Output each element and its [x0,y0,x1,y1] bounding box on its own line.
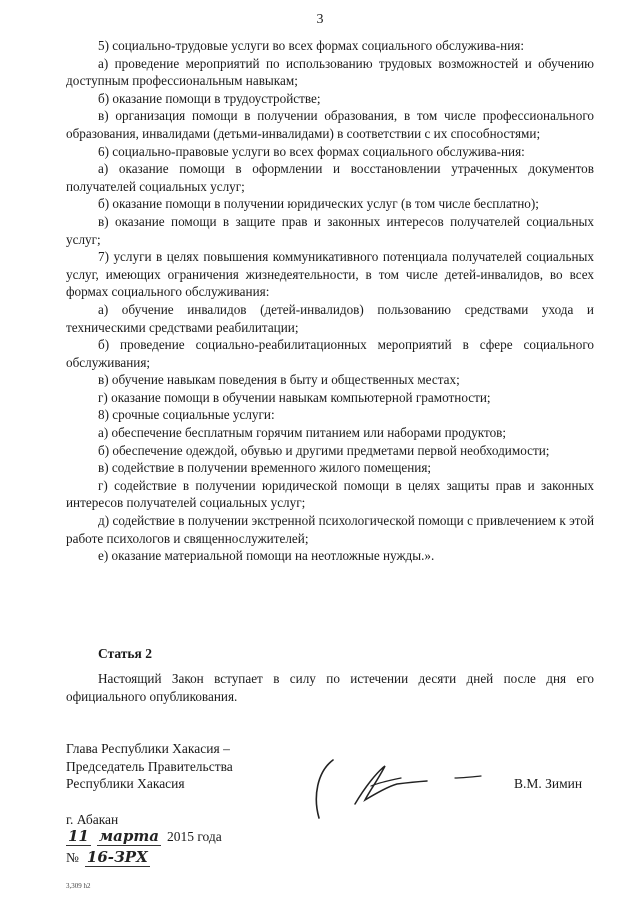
signatory-title-line: Председатель Правительства [66,758,233,774]
date-month: марта [98,827,159,845]
signing-place: г. Абакан [66,812,119,827]
paragraph: 5) социально-трудовые услуги во всех формах социального обслужива-ния: [98,38,524,53]
law-number [66,848,150,867]
handwritten-signature [305,752,505,827]
paragraph: а) обеспечение бесплатным горячим питанием или наборами продуктов; [98,425,507,441]
paragraph: в) содействие в получении временного жилого помещения; [98,460,432,476]
date-day: 11 [68,827,89,845]
page-number: 3 [316,12,324,27]
signatory-title-line: Глава Республики Хакасия – [66,741,230,756]
paragraph: г) оказание помощи в обучении навыкам компьютерной грамотности; [98,389,491,405]
article-heading: Статья 2 [98,646,152,661]
paragraph: 7) услуги в целях повышения коммуникативного потенциала получателей социальных услуг, имеющих ограничения жизнедеятельности, в том числе детей-инвалидов, во всех формах социального обслуживания: [66,249,594,300]
paragraph: е) оказание материальной помощи на неотложные нужды.». [98,548,435,564]
number-prefix: № [66,850,79,865]
paragraph: а) обучение инвалидов (детей-инвалидов) пользованию средствами ухода и техническими средствами реабилитации; [66,301,594,335]
article-text: Настоящий Закон вступает в силу по истечении десяти дней после дня его официального опубликования. [66,671,594,704]
paragraph: 8) срочные социальные услуги: [98,407,275,423]
paragraph: в) организация помощи в получении образования, в том числе профессионального образования, инвалидами (детьми-инвалидами) в соответствии с их способностями; [66,108,594,141]
paragraph: б) оказание помощи в получении юридических услуг (в том числе бесплатно); [98,196,539,212]
paragraph: д) содействие в получении экстренной психологической помощи с привлечением к этой работе психологов и священнослужителей; [66,513,594,546]
paragraph: б) оказание помощи в трудоустройстве; [98,90,321,106]
paragraph: б) проведение социально-реабилитационных мероприятий в сфере социального обслуживания; [66,337,594,370]
signatory-name: В.М. Зимин [514,776,583,791]
signatory-title [66,740,233,793]
footer-code: 3,309 h2 [66,882,91,890]
paragraph: г) содействие в получении юридической помощи в целях защиты прав и законных интересов получателей социальных услуг; [66,477,594,511]
paragraph: а) оказание помощи в оформлении и восстановлении утраченных документов получателей социальных услуг; [66,161,594,194]
document-body [66,37,594,565]
paragraph: а) проведение мероприятий по использованию трудовых возможностей и обучению доступным профессиональным навыкам; [66,55,594,89]
signatory-title-line: Республики Хакасия [66,776,185,791]
paragraph: б) обеспечение одеждой, обувью и другими предметами первой необходимости; [98,442,550,458]
number-value: 16-ЗРХ [86,848,148,866]
date-year: 2015 года [166,829,222,844]
signing-date [66,827,222,846]
paragraph: 6) социально-правовые услуги во всех формах социального обслужива-ния: [98,143,525,159]
paragraph: в) оказание помощи в защите прав и законных интересов получателей социальных услуг; [66,213,594,247]
paragraph: в) обучение навыкам поведения в быту и общественных местах; [98,372,460,388]
